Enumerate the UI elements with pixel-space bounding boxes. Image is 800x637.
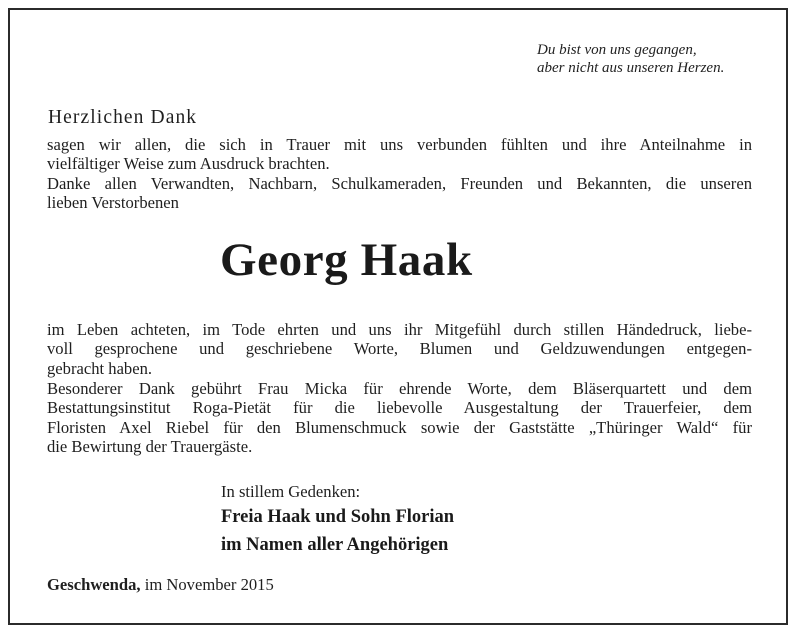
notice-frame: [8, 8, 788, 625]
signer-line-1: Freia Haak und Sohn Florian: [221, 507, 455, 527]
text-line: Floristen Axel Riebel für den Blumenschmuck sowie der Gaststätte „Thüringer Wald“ für: [47, 417, 752, 437]
text-line: Danke allen Verwandten, Nachbarn, Schulkameraden, Freunden und Bekannten, die unseren: [47, 174, 752, 193]
text-line: gebracht haben.: [47, 358, 153, 378]
text-line: die Bewirtung der Trauergäste.: [47, 436, 253, 456]
date: im November 2015: [140, 575, 274, 594]
text-line: vielfältiger Weise zum Ausdruck brachten.: [47, 154, 330, 174]
motto-line-2: aber nicht aus unseren Herzen.: [537, 60, 725, 76]
deceased-name: Georg Haak: [220, 234, 473, 286]
body-paragraph-2: [47, 379, 752, 456]
motto: [537, 41, 724, 77]
text-line: Besonderer Dank gebührt Frau Micka für ehrende Worte, dem Bläserquartett und dem: [47, 379, 752, 398]
memory-line: In stillem Gedenken:: [221, 482, 361, 501]
intro-paragraph-1: [47, 135, 752, 174]
place-date: [47, 575, 274, 595]
text-line: lieben Verstorbenen: [47, 193, 179, 213]
heading: Herzlichen Dank: [48, 107, 198, 128]
signer-line-2: im Namen aller Angehörigen: [221, 535, 449, 555]
text-line: voll gesprochene und geschriebene Worte, Blumen und Geldzuwendungen entgegen-: [47, 339, 752, 359]
text-line: sagen wir allen, die sich in Trauer mit uns verbunden fühlten und ihre Anteilnahme in: [47, 135, 752, 154]
place: Geschwenda,: [47, 575, 141, 594]
text-line: Bestattungsinstitut Roga-Pietät für die liebevolle Ausgestaltung der Trauerfeier, dem: [47, 398, 752, 418]
body-paragraph-1: [47, 320, 752, 378]
intro-paragraph-2: [47, 174, 752, 213]
motto-line-1: Du bist von uns gegangen,: [537, 42, 697, 58]
text-line: im Leben achteten, im Tode ehrten und uns ihr Mitgefühl durch stillen Händedruck, liebe-: [47, 320, 752, 339]
